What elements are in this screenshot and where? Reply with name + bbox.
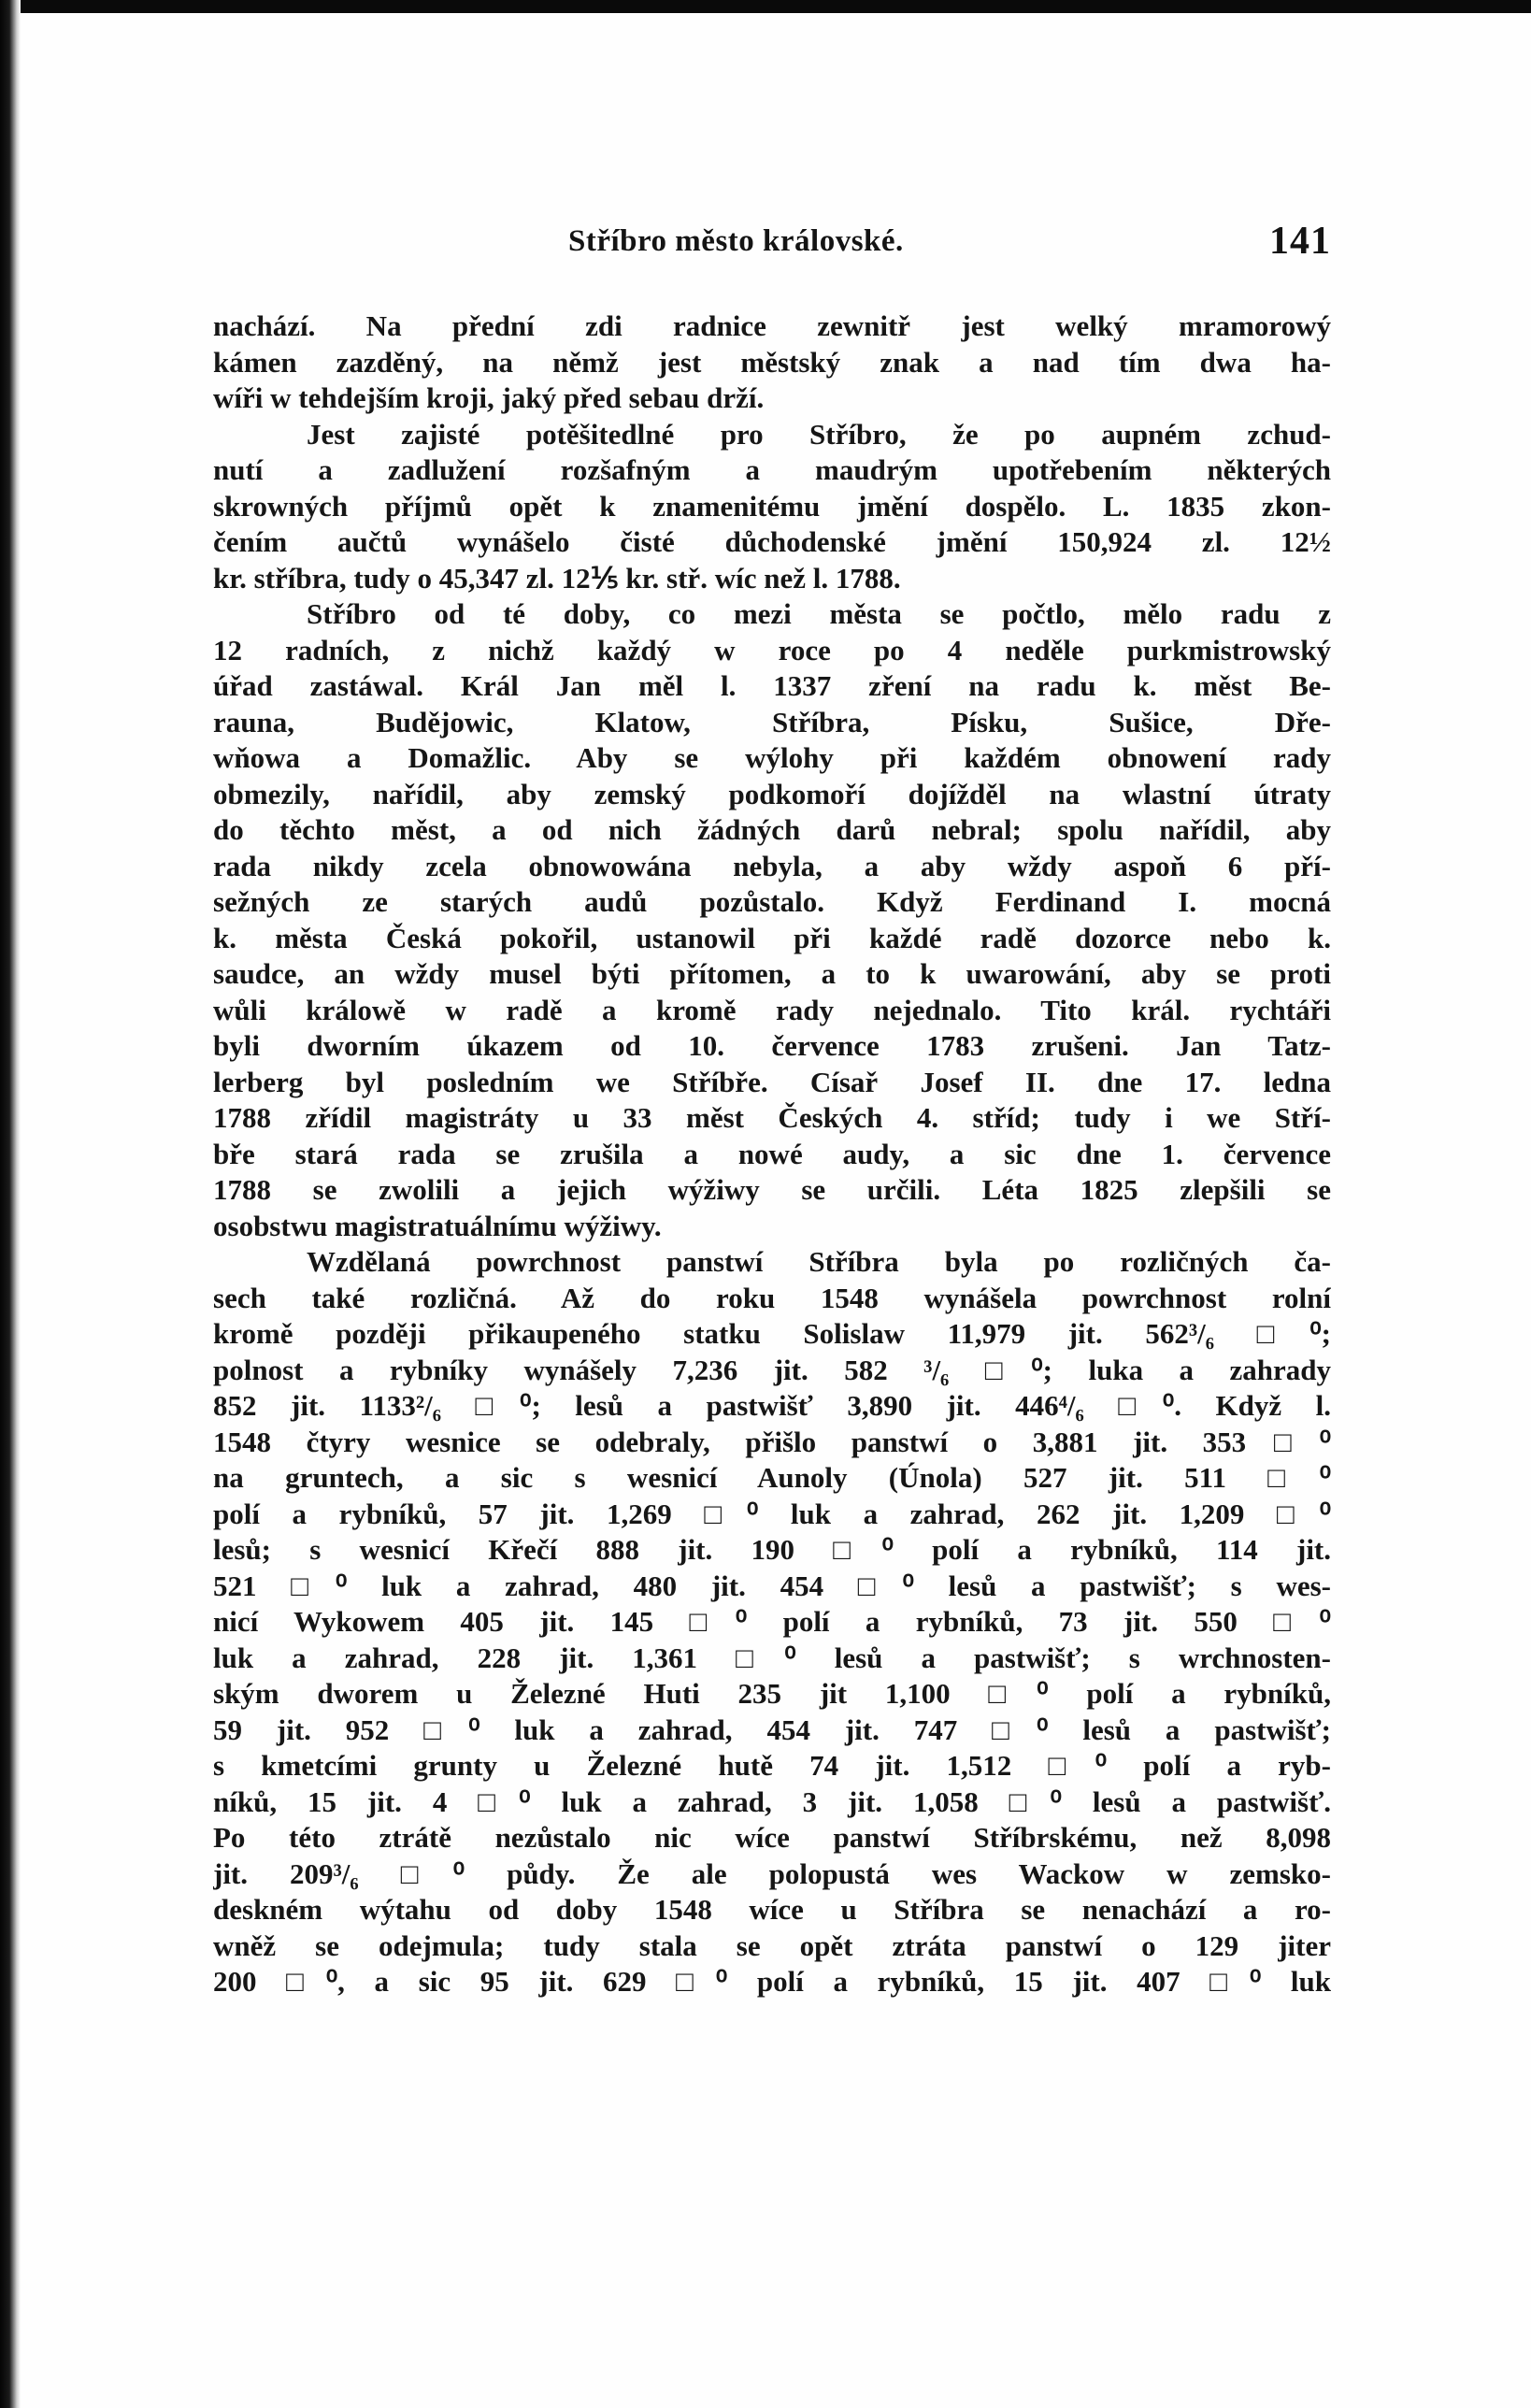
text-line: sežných ze starých audů pozůstalo. Když Ferdinand I. mocná bbox=[213, 885, 1331, 918]
text-line: polnost a rybníky wynášely 7,236 jit. 582 ³/₆ □⁰; luka a zahrady bbox=[213, 1353, 1331, 1386]
text-line: 1548 čtyry wesnice se odebraly, přišlo panstwí o 3,881 jit. 353□⁰ bbox=[213, 1425, 1331, 1458]
scan-edge-top bbox=[0, 0, 1531, 13]
text-line: wněž se odejmula; tudy stala se opět ztráta panstwí o 129 jiter bbox=[213, 1928, 1331, 1962]
text-line: wůli králowě w radě a kromě rady nejednalo. Tito král. rychtáři bbox=[213, 993, 1331, 1026]
text-line: Jest zajisté potěšitedlné pro Stříbro, že po aupném zchud- bbox=[307, 417, 1331, 451]
text-line: rauna, Budějowic, Klatow, Stříbra, Písku, Sušice, Dře- bbox=[213, 705, 1331, 738]
page-header bbox=[213, 220, 1331, 271]
text-line: wíři w tehdejším kroji, jaký před sebau drží. bbox=[213, 381, 765, 414]
text-line: lerberg byl posledním we Stříbře. Císař Josef II. dne 17. ledna bbox=[213, 1065, 1331, 1098]
text-line: 1788 se zwolili a jejich wýžiwy se určili. Léta 1825 zlepšili se bbox=[213, 1173, 1331, 1206]
text-line: 521 □⁰ luk a zahrad, 480 jit. 454 □⁰ lesů a pastwišť; s wes- bbox=[213, 1569, 1331, 1602]
text-line: bře stará rada se zrušila a nowé audy, a sic dne 1. července bbox=[213, 1137, 1331, 1170]
text-line: polí a rybníků, 57 jit. 1,269 □⁰ luk a zahrad, 262 jit. 1,209 □⁰ bbox=[213, 1497, 1331, 1530]
text-line: 852 jit. 1133²/₆ □⁰; lesů a pastwišť 3,890 jit. 446⁴/₆ □⁰. Když l. bbox=[213, 1389, 1331, 1422]
text-line: deskném wýtahu od doby 1548 wíce u Stříbra se nenachází a ro- bbox=[213, 1893, 1331, 1926]
text-line: sech také rozličná. Až do roku 1548 wynášela powrchnost rolní bbox=[213, 1281, 1331, 1314]
text-line: Wzdělaná powrchnost panstwí Stříbra byla po rozličných ča- bbox=[307, 1245, 1331, 1278]
text-line: 59 jit. 952 □⁰ luk a zahrad, 454 jit. 747 □⁰ lesů a pastwišť; bbox=[213, 1713, 1331, 1746]
text-line: osobstwu magistratuálnímu wýžiwy. bbox=[213, 1209, 662, 1242]
text-line: Stříbro od té doby, co mezi města se počtlo, mělo radu z bbox=[307, 597, 1331, 630]
text-line: úřad zastáwal. Král Jan měl l. 1337 zření na radu k. měst Be- bbox=[213, 669, 1331, 702]
text-line: byli dworním úkazem od 10. července 1783 zrušeni. Jan Tatz- bbox=[213, 1029, 1331, 1062]
text-line: nicí Wykowem 405 jit. 145 □⁰ polí a rybníků, 73 jit. 550 □⁰ bbox=[213, 1605, 1331, 1638]
text-line: Po této ztrátě nezůstalo nic wíce panstwí Stříbrskému, než 8,098 bbox=[213, 1821, 1331, 1854]
text-line: skrowných příjmů opět k znamenitému jmění dospělo. L. 1835 zkon- bbox=[213, 489, 1331, 523]
text-line: kromě později přikaupeného statku Solislaw 11,979 jit. 562³/₆ □⁰; bbox=[213, 1317, 1331, 1350]
text-line: 12 radních, z nichž každý w roce po 4 neděle purkmistrowský bbox=[213, 633, 1331, 666]
text-line: kámen zazděný, na němž jest městský znak a nad tím dwa ha- bbox=[213, 345, 1331, 379]
text-line: nutí a zadlužení rozšafným a maudrým upotřebením některých bbox=[213, 453, 1331, 486]
scan-edge-left bbox=[0, 0, 21, 2408]
page-number: 141 bbox=[1269, 220, 1331, 263]
body-text bbox=[213, 308, 1331, 2000]
text-line: ským dworem u Železné Huti 235 jit 1,100 □⁰ polí a rybníků, bbox=[213, 1677, 1331, 1710]
text-line: na gruntech, a sic s wesnicí Aunoly (Únola) 527 jit. 511 □⁰ bbox=[213, 1461, 1331, 1494]
text-line: k. města Česká pokořil, ustanowil při každé radě dozorce nebo k. bbox=[213, 921, 1331, 954]
text-line: luk a zahrad, 228 jit. 1,361 □⁰ lesů a pastwišť; s wrchnosten- bbox=[213, 1641, 1331, 1674]
text-line: saudce, an wždy musel býti přítomen, a to k uwarowání, aby se proti bbox=[213, 957, 1331, 990]
text-line: 200 □⁰, a sic 95 jit. 629 □⁰ polí a rybníků, 15 jit. 407 □⁰ luk bbox=[213, 1965, 1331, 1998]
text-line: obmezily, nařídil, aby zemský podkomoří dojížděl na wlastní útraty bbox=[213, 777, 1331, 810]
text-line: 1788 zřídil magistráty u 33 měst Českých 4. stříd; tudy i we Stří- bbox=[213, 1101, 1331, 1134]
text-line: níků, 15 jit. 4 □⁰ luk a zahrad, 3 jit. 1,058 □⁰ lesů a pastwišť. bbox=[213, 1784, 1331, 1818]
text-line: nachází. Na přední zdi radnice zewnitř jest welký mramorowý bbox=[213, 309, 1331, 342]
text-line: lesů; s wesnicí Křečí 888 jit. 190 □⁰ polí a rybníků, 114 jit. bbox=[213, 1533, 1331, 1566]
text-line: jit. 209³/₆ □⁰ půdy. Že ale polopustá wes Wackow w zemsko- bbox=[213, 1856, 1331, 1890]
running-title: Stříbro město královské. bbox=[568, 224, 904, 258]
text-line: s kmetcími grunty u Železné hutě 74 jit. 1,512 □⁰ polí a ryb- bbox=[213, 1749, 1331, 1782]
text-line: do těchto měst, a od nich žádných darů nebral; spolu nařídil, aby bbox=[213, 813, 1331, 846]
text-line: rada nikdy zcela obnowowána nebyla, a aby wždy aspoň 6 pří- bbox=[213, 849, 1331, 882]
text-line: čením aučtů wynášelo čisté důchodenské jmění 150,924 zl. 12½ bbox=[213, 525, 1331, 558]
text-line: wňowa a Domažlic. Aby se wýlohy při každém obnowení rady bbox=[213, 741, 1331, 774]
text-line: kr. stříbra, tudy o 45,347 zl. 12⅕ kr. stř. wíc než l. 1788. bbox=[213, 561, 901, 595]
